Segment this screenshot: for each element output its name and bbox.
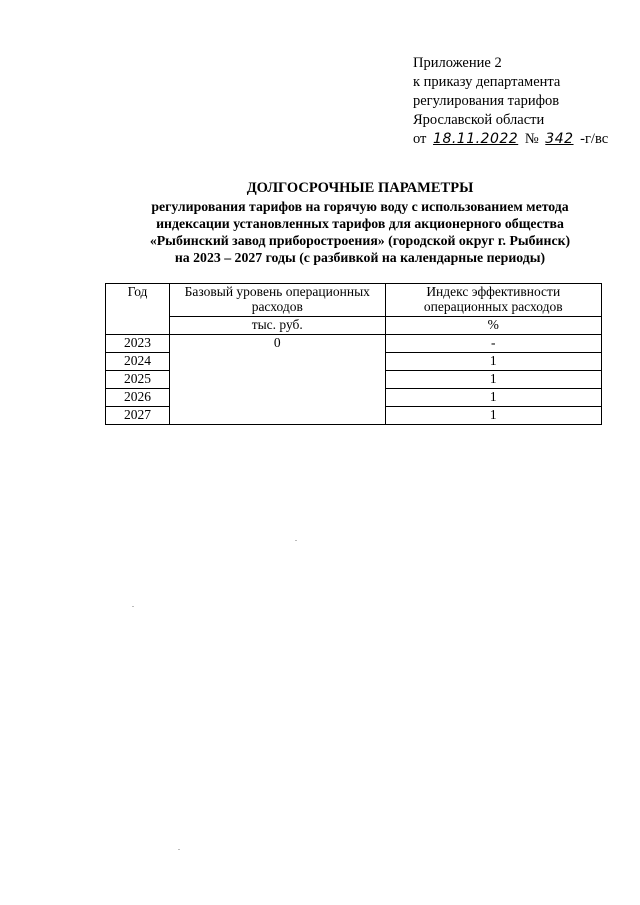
- title-line-4: «Рыбинский завод приборостроения» (городской округ г. Рыбинск): [149, 233, 571, 248]
- appendix-line-2: к приказу департамента: [413, 74, 561, 90]
- table-header-row: [106, 284, 602, 317]
- appendix-line-3: регулирования тарифов: [413, 93, 560, 109]
- title-main: ДОЛГОСРОЧНЫЕ ПАРАМЕТРЫ: [246, 180, 474, 196]
- row-year: 2024: [106, 353, 170, 371]
- scan-speck: [178, 849, 180, 850]
- row-year: 2023: [106, 335, 170, 353]
- header-year: Год: [106, 284, 170, 335]
- title-line-3: индексации установленных тарифов для акционерного общества: [156, 216, 564, 231]
- document-title: [100, 180, 620, 266]
- header-efficiency-index: Индекс эффективности операционных расходов: [385, 284, 602, 317]
- title-line-2: регулирования тарифов на горячую воду с использованием метода: [151, 199, 569, 214]
- order-date-handwritten: 18.11.2022: [433, 131, 519, 147]
- appendix-order-line: [413, 130, 608, 149]
- scan-speck: [295, 540, 297, 541]
- row-year: 2027: [106, 407, 170, 425]
- row-index: -: [385, 335, 602, 353]
- appendix-line-1: Приложение 2: [413, 55, 502, 71]
- unit-efficiency-index: %: [385, 317, 602, 335]
- row-index: 1: [385, 353, 602, 371]
- header-base-level: Базовый уровень операционных расходов: [170, 284, 385, 317]
- row-index: 1: [385, 407, 602, 425]
- appendix-block: [413, 54, 608, 149]
- order-number-handwritten: 342: [545, 131, 574, 147]
- row-year: 2026: [106, 389, 170, 407]
- scan-speck: [132, 606, 134, 607]
- appendix-line-4: Ярославской области: [413, 112, 545, 128]
- number-sign: №: [524, 131, 539, 147]
- unit-base-level: тыс. руб.: [170, 317, 385, 335]
- row-year: 2025: [106, 371, 170, 389]
- title-line-5: на 2023 – 2027 годы (с разбивкой на календарные периоды): [174, 250, 546, 265]
- base-level-value: 0: [170, 335, 385, 425]
- row-index: 1: [385, 389, 602, 407]
- appendix-from-label: от: [413, 131, 427, 147]
- table-units-row: [106, 317, 602, 335]
- table-row: [106, 335, 602, 353]
- order-suffix: -г/вс: [580, 131, 609, 147]
- row-index: 1: [385, 371, 602, 389]
- parameters-table: [105, 283, 602, 425]
